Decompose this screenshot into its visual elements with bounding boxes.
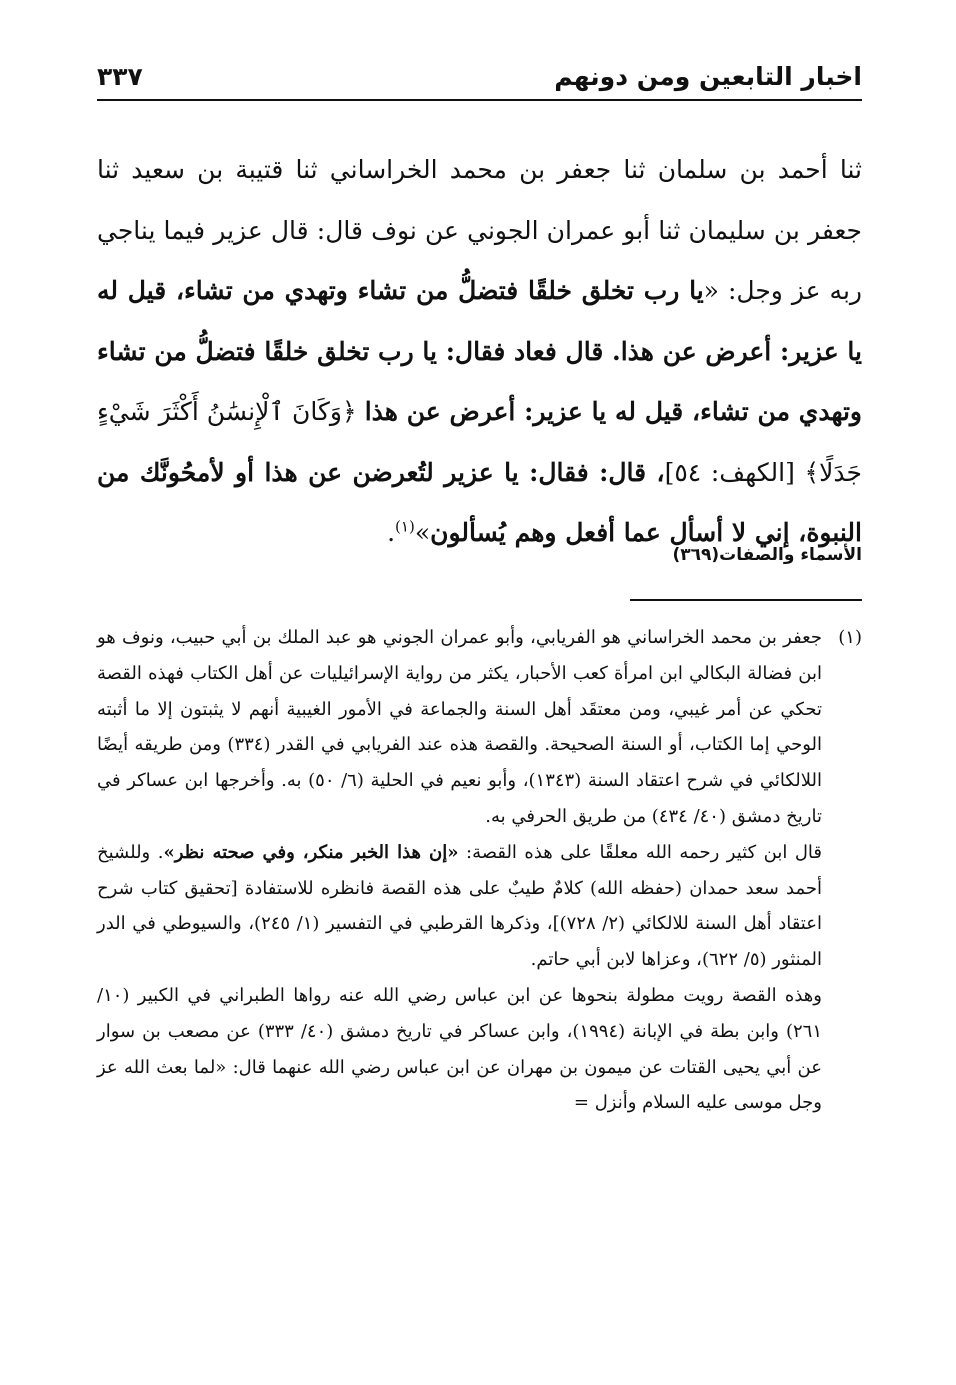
footnote-para-3: وهذه القصة رويت مطولة بنحوها عن ابن عباس رضي الله عنه رواها الطبراني في الكبير (١٠/ ٢٦١) وابن بطة في الإبانة (١٩٩٤)، وابن عساكر في تاريخ دمشق (٤٠/ ٣٣٣) عن مصعب بن سوار عن أبي يحيى القتات عن ميمون بن مهران عن ابن عباس رضي الله عنهما قال: «لما بعث الله عز وجل موسى عليه السلام وأنزل = [97, 984, 822, 1114]
ibn-kathir-lead: قال ابن كثير رحمه الله معلقًا على هذه القصة: [458, 841, 822, 863]
page-header [97, 62, 862, 101]
footnote-number: (١) [838, 627, 862, 648]
footnote-marker[interactable]: (١) [395, 517, 415, 536]
quran-verse: ﴿وَكَانَ ٱلْإِنسَٰنُ أَكْثَرَ شَيْءٍ جَدَلًا﴾ [97, 397, 862, 487]
footnote-para-1: جعفر بن محمد الخراساني هو الفريابي، وأبو عمران الجوني هو عبد الملك بن أبي حبيب، ونوف هو ابن فضالة البكالي ابن امرأة كعب الأحبار، يكثر من رواية الإسرائيليات عن أهل الكتاب فهذه القصة تحكي عن أمر غيبي، ومن معتقَد أهل السنة والجماعة في الأمور الغيبية أنهم لا يثبتون إلا ما أثبته الوحي إما الكتاب، أو السنة الصحيحة. والقصة هذه عند الفريابي في القدر (٣٣٤) ومن طريقه أيضًا اللالكائي في شرح اعتقاد السنة (١٣٤٣)، وأبو نعيم في الحلية (٦/ ٥٠) به. وأخرجها ابن عساكر في تاريخ دمشق (٤٠/ ٤٣٤) من طريق الحرفي به. [97, 627, 823, 827]
narration-bold-b: ، قال: فقال: يا عزير لتُعرضن عن هذا أو لأمحُونَّك من النبوة، إني لا أسأل عما أفعل وهم يُسألون [97, 457, 862, 547]
quote-close: » [414, 518, 431, 547]
footnote-separator [630, 599, 862, 601]
isnad-text: ثنا أحمد بن سلمان ثنا جعفر بن محمد الخراساني ثنا قتيبة بن سعيد ثنا جعفر بن سليمان ثنا أبو عمران الجوني عن نوف قال: قال عزير فيما يناجي ربه عز وجل: « [97, 155, 862, 305]
end-dot: . [387, 518, 396, 547]
quran-reference: [الكهف: ٥٤] [664, 457, 795, 487]
footnote-1 [97, 620, 862, 835]
page-number: ٣٣٧ [97, 62, 143, 91]
narration-paragraph [97, 140, 862, 564]
running-title: اخبار التابعين ومن دونهم [554, 62, 862, 91]
narration-bold-a: يا رب تخلق خلقًا فتضلُّ من تشاء وتهدي من تشاء، قيل له يا عزير: أعرض عن هذا. قال فعاد فقال: يا رب تخلق خلقًا فتضلُّ من تشاء وتهدي من تشاء، قيل له يا عزير: أعرض عن هذا [97, 276, 863, 426]
footnote-body [97, 620, 822, 835]
footnotes [97, 620, 862, 1121]
source-citation: الأسماء والصفات(٣٦٩) [672, 545, 862, 565]
footnote-para-2 [97, 835, 822, 978]
main-text [97, 140, 862, 564]
footnote-para-2-rest: . وللشيخ أحمد سعد حمدان (حفظه الله) كلامٌ طيبٌ على هذه القصة فانظره للاستفادة [تحقيق كتاب شرح اعتقاد أهل السنة للالكائي (٢/ ٧٢٨)]، وذكرها القرطبي في التفسير (١/ ٢٤٥)، والسيوطي في الدر المنثور (٥/ ٦٢٢)، وعزاها لابن أبي حاتم. [97, 841, 822, 971]
ibn-kathir-quote: «إن هذا الخبر منكر، وفي صحته نظر» [163, 841, 459, 863]
